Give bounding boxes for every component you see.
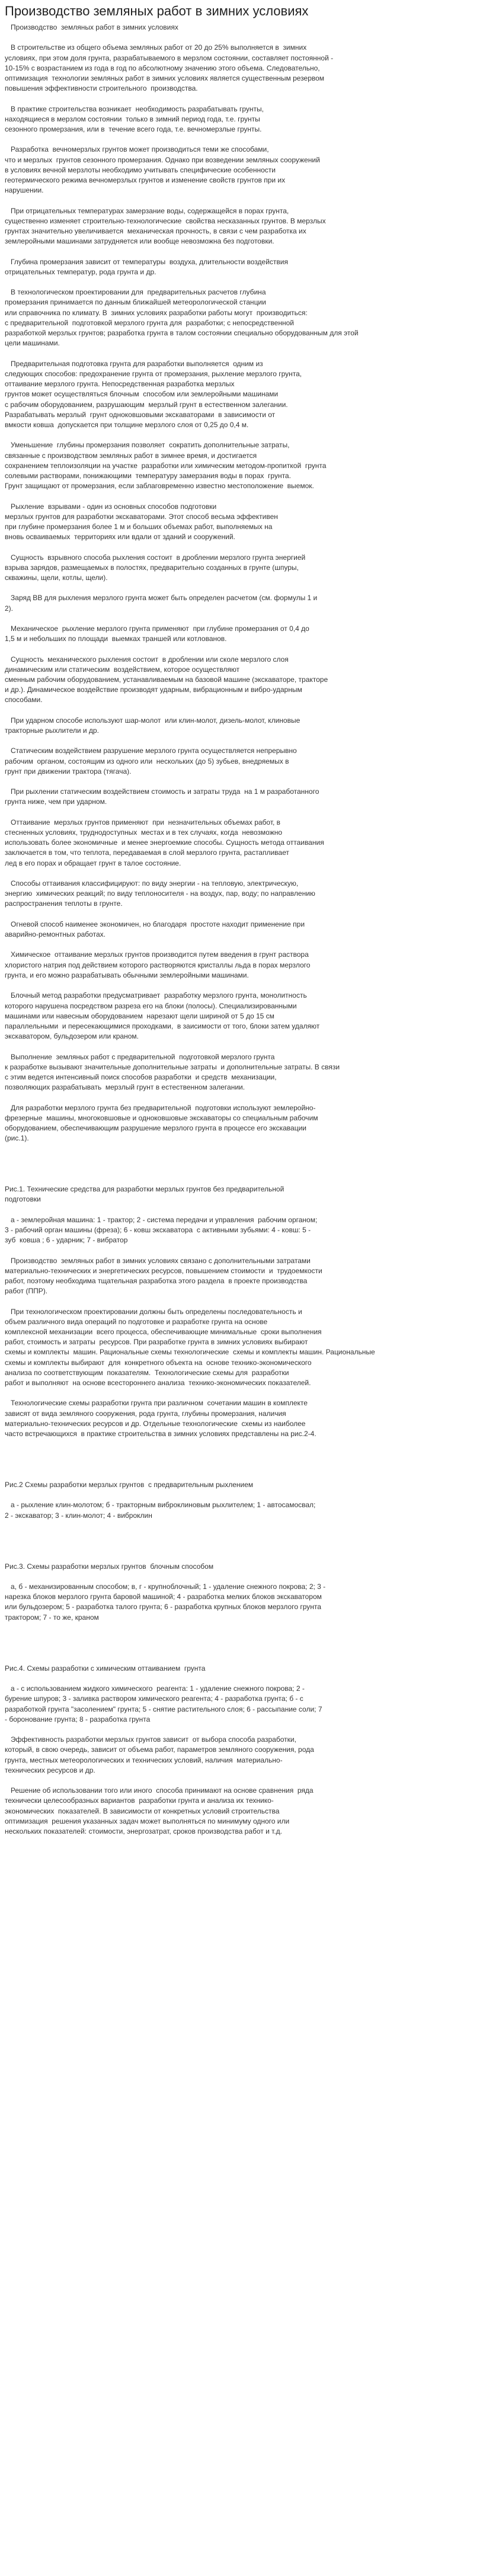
article-body: Производство земляных работ в зимних условиях В строительстве из общего объема земляных работ от 20 до 25% выполняется в зимних условиях, при этом доля грунта, разрабатываемого в мерзлом состоянии, составляет постоянной - 10-15% с возрастанием из года в год по абсолютному значению этого объема. Следовательно, оптимизация технологии земляных работ в зимних условиях является существенным резервом повышения эффективности строительного производства. В практике строительства возникает необходимость разрабатывать грунты, находящиеся в мерзлом состоянии только в зимний период года, т.е. грунты сезонного промерзания, или в течение всего года, т.е. вечномерзлые грунты. Разработка вечномерзлых грунтов может производиться теми же способами, что и мерзлых грунтов сезонного промерзания. Однако при возведении земляных сооружений в условиях вечной мерзлоты необходимо учитывать специфические особенности геотермического режима вечномерзлых грунтов и изменение свойств грунтов при их нарушении. При отрицательных температурах замерзание воды, содержащейся в порах грунта, существенно изменяет строительно-технологические свойства несказанных грунтов. В мерзлых грунтах значительно увеличивается механическая прочность, в связи с чем разработка их землеройными машинами затрудняется или вообще невозможна без подготовки. Глубина промерзания зависит от температуры воздуха, длительности воздействия отрицательных температур, рода грунта и др. В технологическом проектировании для предварительных расчетов глубина промерзания принимается по данным ближайшей метеорологической станции или справочника по климату. В зимних условиях разработки работы могут производиться: с предварительной подготовкой мерзлого грунта для разработки; с непосредственной разработкой мерзлых грунтов; разработка грунта в талом состоянии специально оборудованным для этой цели машинами. Предварительная подготовка грунта для разработки выполняется одним из следующих способов: предохранение грунта от промерзания, рыхление мерзлого грунта, оттаивание мерзлого грунта. Непосредственная разработка мерзлых грунтов может осуществляться блочным способом или землеройными машинами с рабочим оборудованием, разрушающим мерзлый грунт в естественном залегании. Разрабатывать мерзлый грунт одноковшовыми экскаваторами в зависимости от вмкости ковша допускается при толщине мерзлого слоя от 0,25 до 0,4 м. Уменьшение глубины промерзания позволяет сократить дополнительные затраты, связанные с производством земляных работ в зимнее время, и достигается сохранением теплоизоляции на участке разработки или химическим методом-пропиткой грунта солевыми растворами, понижающими температуру замерзания воды в порах грунта. Грунт защищают от промерзания, если заблаговременно известно местоположение выемок. Рыхление взрывами - один из основных способов подготовки мерзлых грунтов для разработки экскаваторами. Этот способ весьма эффективен при глубине промерзания более 1 м и больших объемах работ, выполняемых на вновь осваиваемых территориях или вдали от зданий и сооружений. Сущность взрывного способа рыхления состоит в дроблении мерзлого грунта энергией взрыва зарядов, размещаемых в полостях, предварительно созданных в грунте (шпуры, скважины, щели, котлы, щели). Заряд ВВ для рыхления мерзлого грунта может быть определен расчетом (см. формулы 1 и 2). Механическое рыхление мерзлого грунта применяют при глубине промерзания от 0,4 до 1,5 м и небольших по площади выемках траншей или котлованов. Сущность механического рыхления состоит в дроблении или сколе мерзлого слоя динамическим или статическим воздействием, которое осуществляют сменным рабочим оборудованием, устанавливаемым на базовой машине (экскаваторе, тракторе и др.). Динамическое воздействие производят ударным, вибрационным и вибро-ударным способами. При ударном способе используют шар-молот или клин-молот, дизель-молот, клиновые тракторные рыхлители и др. Статическим воздействием разрушение мерзлого грунта осуществляется непрерывно рабочим органом, состоящим из одного или нескольких (до 5) зубьев, внедряемых в грунт при движении трактора (тягача). При рыхлении статическим воздействием стоимость и затраты труда на 1 м разработанного грунта ниже, чем при ударном. Оттаивание мерзлых грунтов применяют при незначительных объемах работ, в стесненных условиях, труднодоступных местах и в тех случаях, когда невозможно использовать более экономичные и менее энергоемкие способы. Сущность метода оттаивания заключается в том, что теплота, передаваемая в слой мерзлого грунта, растапливает лед в его порах и обращает грунт в талое состояние. Способы оттаивания классифицируют: по виду энергии - на тепловую, электрическую, энергию химических реакций; по виду теплоносителя - на воздух, пар, воду; по направлению распространения теплоты в грунте. Огневой способ наименее экономичен, но благодаря простоте находит применение при аварийно-ремонтных работах. Химическое оттаивание мерзлых грунтов производится путем введения в грунт раствора хлористого натрия под действием которого растворяются кристаллы льда в порах мерзлого грунта, и его можно разрабатывать обычными землеройными машинами. Блочный метод разработки предусматривает разработку мерзлого грунта, монолитность которого нарушена посредством разреза его на блоки (полосы). Специализированными машинами или навесным оборудованием нарезают щели шириной от 5 до 15 см параллельными и пересекающимися проходками, в заисимости от того, блоки затем удаляют экскаватором, бульдозером или краном. Выполнение земляных работ с предварительной подготовкой мерзлого грунта к разработке вызывают значительные дополнительные затраты и дополнительные затраты. В связи с этим ведется интенсивный поиск способов разработки и средств механизации, позволяющих разрабатывать мерзлый грунт в естественном залегании. Для разработки мерзлого грунта без предварительной подготовки используют землеройно- фрезерные машины, многоковшовые и одноковшовые экскаваторы со специальным рабочим оборудованием, обеспечивающим разрушение мерзлого грунта в процессе его экскавации (рис.1). Рис.1. Технические средства для разработки мерзлых грунтов без предварительной подготовки а - землеройная машина: 1 - трактор; 2 - система передачи и управления рабочим органом; 3 - рабочий орган машины (фреза); 6 - ковш экскаватора с активными зубьями: 4 - ковш: 5 - зуб ковша ; 6 - ударник; 7 - вибратор Производство земляных работ в зимних условиях связано с дополнительными затратами материально-технических и энергетических ресурсов, повышением стоимости и трудоемкости работ, поэтому необходима тщательная разработка этого раздела в проекте производства работ (ППР). При технологическом проектировании должны быть определены последовательность и объем различного вида операций по подготовке и разработке грунта на основе комплексной механизации всего процесса, обеспечивающие минимальные сроки выполнения работ, стоимость и затраты ресурсов. При разработке грунта в зимних условиях выбирают схемы и комплекты машин. Рациональные схемы технологические схемы и комплекты машин. Рациональные схемы и комплекты выбирают для конкретного объекта на основе технико-экономического анализа по соответствующим показателям. Технологические схемы для разработки работ и выполняют на основе всестороннего анализа технико-экономических показателей. Технологические схемы разработки грунта при различном сочетании машин в комплекте зависят от вида земляного сооружения, рода грунта, глубины промерзания, наличия материально-технических ресурсов и др. Отдельные технологические схемы из наиболее часто встречающихся в практике строительства в зимних условиях представлены на рис.2-4. Рис.2 Схемы разработки мерзлых грунтов с предварительным рыхлением а - рыхление клин-молотом; б - тракторным виброклиновым рыхлителем; 1 - автосамосвал; 2 - экскаватор; 3 - клин-молот; 4 - виброклин Рис.3. Схемы разработки мерзлых грунтов блочным способом а, б - механизированным способом; в, г - крупноблочный; 1 - удаление снежного покрова; 2; 3 - нарезка блоков мерзлого грунта баровой машиной; 4 - разработка мелких блоков экскаватором или бульдозером; 5 - разработка талого грунта; 6 - разработка крупных блоков мерзлого грунта трактором; 7 - то же, краном Рис.4. Схемы разработки с химическим оттаиванием грунта а - с использованием жидкого химического реагента: 1 - удаление снежного покрова; 2 - бурение шпуров; 3 - заливка раствором химического реагента; 4 - разработка грунта; б - с разработкой грунта "засолением" грунта; 5 - снятие растительного слоя; 6 - рассыпание соли; 7 - боронование грунта; 8 - разработка грунта Эффективность разработки мерзлых грунтов зависит от выбора способа разработки, который, в свою очередь, зависит от объема работ, параметров земляного сооружения, рода грунта, местных метеорологических и технических условий, наличия материально- технических ресурсов и др. Решение об использовании того или иного способа принимают на основе сравнения ряда технически целесообразных вариантов разработки грунта и анализа их технико- экономических показателей. В зависимости от конкретных условий строительства оптимизация решения указанных задач может выполняться по минимуму одного или нескольких показателей: стоимости, энергозатрат, сроков производства работ и т.д.	[5, 23, 375, 1835]
page-title: Производство земляных работ в зимних условиях	[5, 4, 309, 18]
